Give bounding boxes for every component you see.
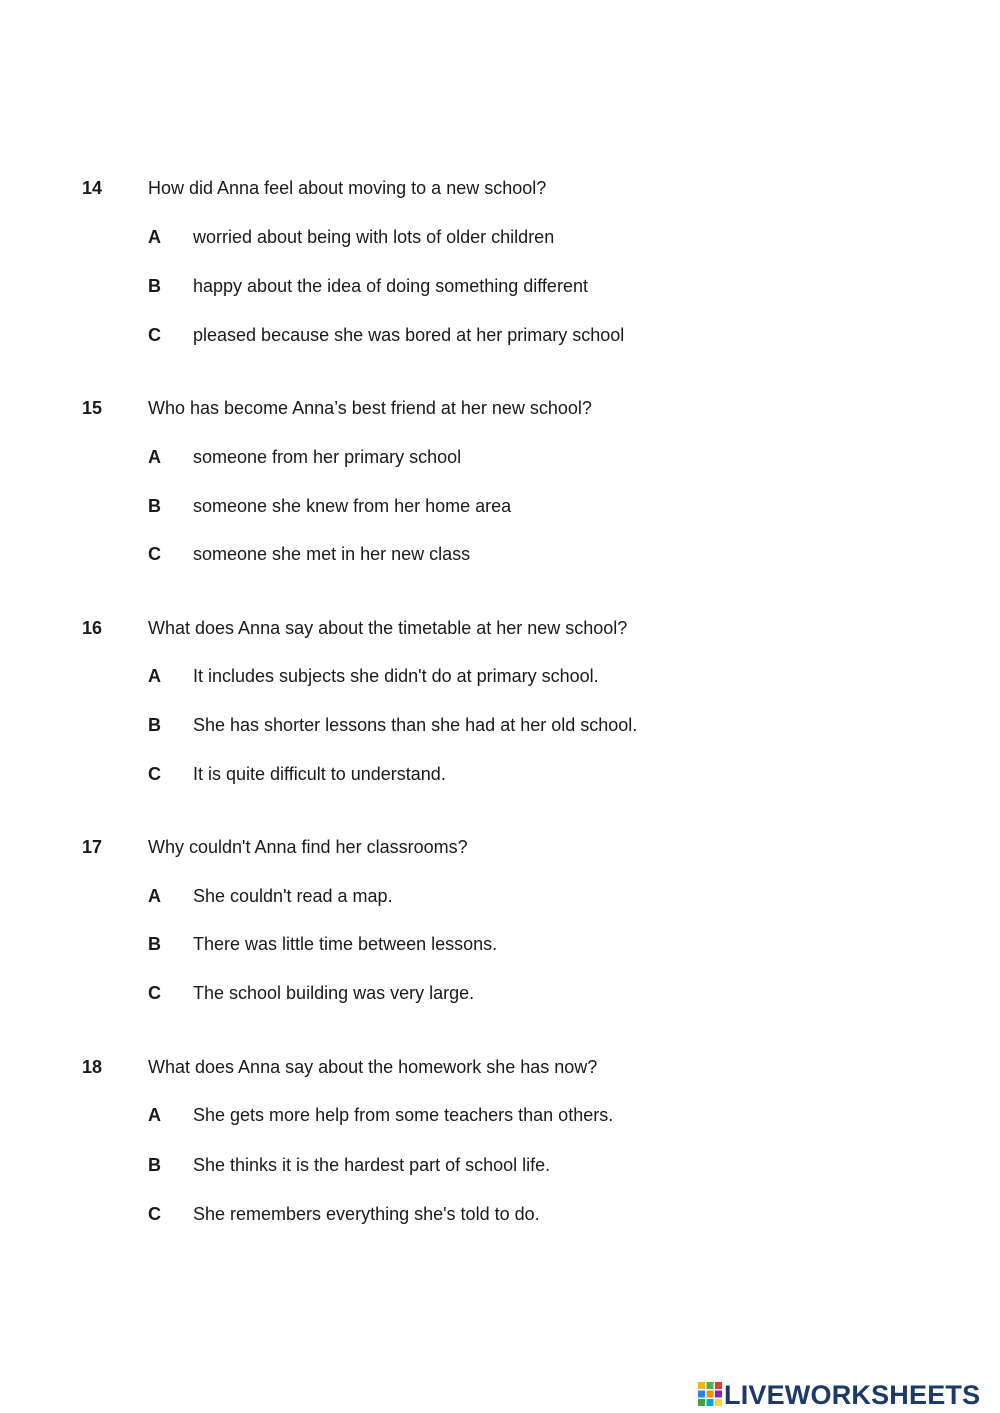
option-a[interactable] [0,1103,1000,1127]
option-text: She thinks it is the hardest part of school life. [193,1155,551,1175]
option-text: someone she knew from her home area [193,496,512,516]
option-c[interactable] [0,542,1000,566]
option-c[interactable] [0,762,1000,786]
option-b[interactable] [0,713,1000,737]
option-text: It is quite difficult to understand. [193,764,446,784]
liveworksheets-brand[interactable] [698,1380,996,1410]
option-letter: A [148,666,161,686]
option-letter: A [148,447,161,467]
question-text: How did Anna feel about moving to a new school? [148,178,547,198]
option-text: someone from her primary school [193,447,462,467]
question-number: 16 [82,618,103,638]
option-letter: C [148,1204,161,1224]
question-text: Who has become Anna’s best friend at her new school? [148,398,592,418]
option-c[interactable] [0,323,1000,347]
question-text: What does Anna say about the homework she has now? [148,1057,598,1077]
question-row [0,835,1000,859]
question-number: 15 [82,398,103,418]
option-a[interactable] [0,664,1000,688]
option-a[interactable] [0,225,1000,249]
option-text: The school building was very large. [193,983,475,1003]
option-text: pleased because she was bored at her primary school [193,325,625,345]
option-a[interactable] [0,884,1000,908]
question-row [0,396,1000,420]
question-text: Why couldn't Anna find her classrooms? [148,837,468,857]
option-letter: C [148,325,161,345]
option-letter: B [148,1155,161,1175]
option-text: happy about the idea of doing something different [193,276,588,296]
question-row [0,1055,1000,1079]
brand-name: LIVEWORKSHEETS [724,1380,981,1410]
liveworksheets-logo-icon [698,1382,722,1406]
option-letter: C [148,544,161,564]
option-letter: A [148,227,161,247]
option-letter: B [148,496,161,516]
option-text: She has shorter lessons than she had at her old school. [193,715,638,735]
option-text: It includes subjects she didn't do at primary school. [193,666,599,686]
option-c[interactable] [0,981,1000,1005]
option-letter: C [148,983,161,1003]
question-number: 17 [82,837,103,857]
option-b[interactable] [0,274,1000,298]
option-text: worried about being with lots of older children [193,227,555,247]
option-letter: C [148,764,161,784]
question-text: What does Anna say about the timetable at her new school? [148,618,628,638]
question-number: 14 [82,178,103,198]
option-letter: A [148,1105,161,1125]
option-letter: A [148,886,161,906]
option-letter: B [148,276,161,296]
option-text: She gets more help from some teachers than others. [193,1105,614,1125]
option-a[interactable] [0,445,1000,469]
option-c[interactable] [0,1202,1000,1226]
option-b[interactable] [0,932,1000,956]
option-text: There was little time between lessons. [193,934,498,954]
option-letter: B [148,715,161,735]
option-b[interactable] [0,494,1000,518]
question-number: 18 [82,1057,103,1077]
question-row [0,176,1000,200]
option-text: She remembers everything she's told to do. [193,1204,540,1224]
option-letter: B [148,934,161,954]
question-row [0,616,1000,640]
option-text: She couldn't read a map. [193,886,393,906]
option-b[interactable] [0,1153,1000,1177]
option-text: someone she met in her new class [193,544,471,564]
